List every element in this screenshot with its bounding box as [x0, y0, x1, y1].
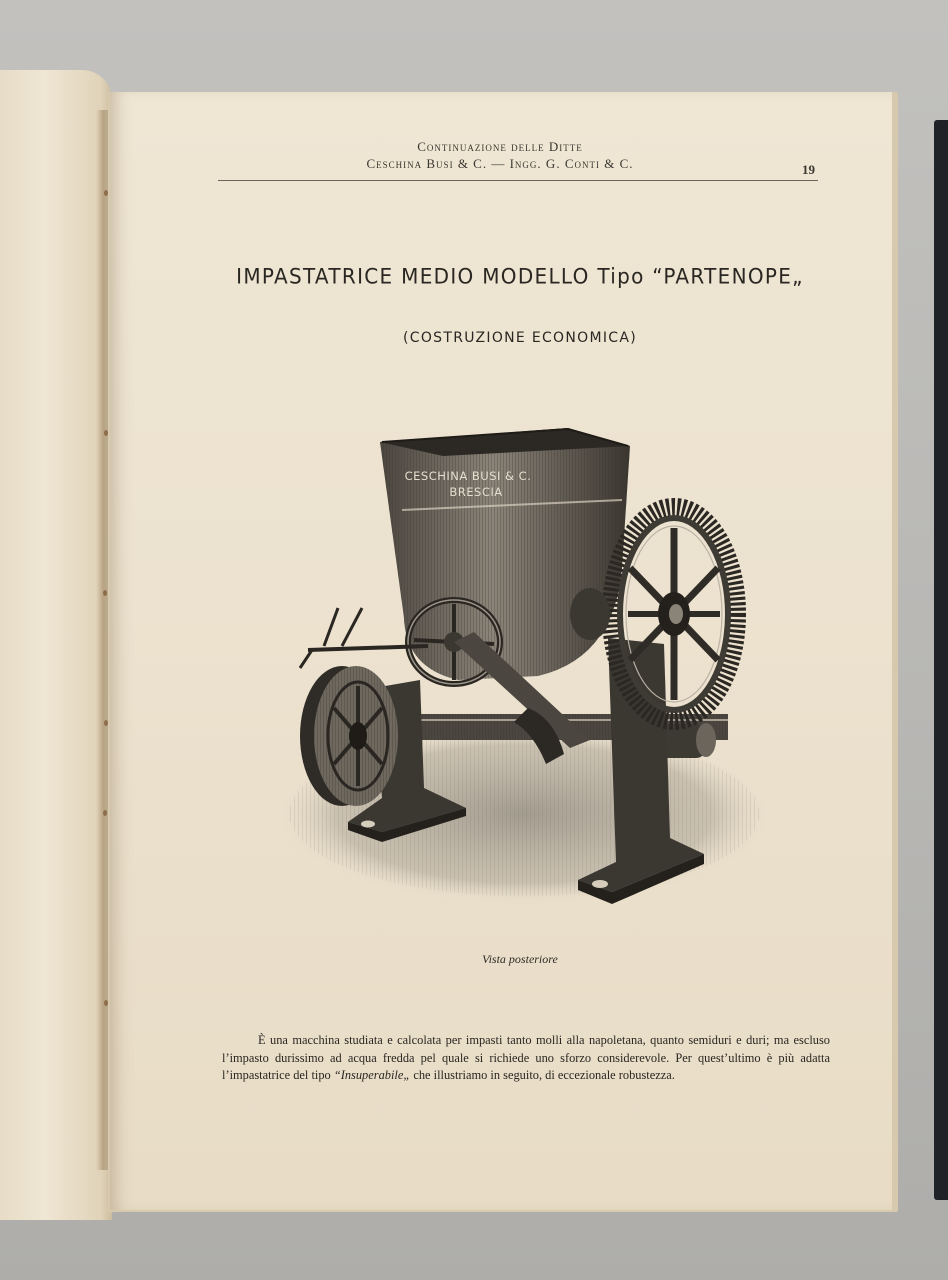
illustration-caption: Vista posteriore [482, 952, 558, 966]
hopper-tub [380, 428, 630, 680]
catalog-page [110, 92, 892, 1210]
left-page [0, 70, 112, 1220]
description-text-part-1: È una macchina studiata e calcolata per impasti tanto molli alla napoletana, quanto semiduri e duri; ma escluso l’impasto durissimo ad acqua fredda pel quale si richiede uno sforzo considerevole. Per quest’ultimo è più adatta l’impastatrice del tipo [222, 1033, 830, 1082]
hopper-maker-text-1: CESCHINA BUSI & C. [404, 469, 532, 483]
description-text [222, 1032, 830, 1085]
running-head-line-2: Ceschina Busi & C. — Ingg. G. Conti & C. [366, 156, 634, 171]
left-page-gutter [96, 110, 108, 1170]
page-subtitle: (COSTRUZIONE ECONOMICA) [403, 330, 637, 346]
description-paragraph [222, 1032, 830, 1085]
hopper-maker-text-2: BRESCIA [449, 485, 503, 499]
kneading-machine-engraving [278, 418, 778, 918]
description-text-part-2: che illustriamo in seguito, di eccezionale robustezza. [410, 1068, 675, 1082]
foxing-spot [103, 590, 107, 596]
pinion-gear [570, 588, 610, 640]
foxing-spot [103, 810, 107, 816]
header-rule [218, 180, 818, 181]
running-head-line-1: Continuazione delle Ditte [417, 139, 583, 154]
page-title: IMPASTATRICE MEDIO MODELLO Tipo “PARTENOPE„ [236, 263, 804, 289]
running-head [220, 138, 780, 172]
page-number: 19 [802, 162, 815, 177]
description-model-name: “Insuperabile„ [333, 1068, 411, 1082]
adjacent-book-cover [934, 120, 948, 1200]
belt-pulley [300, 666, 398, 806]
